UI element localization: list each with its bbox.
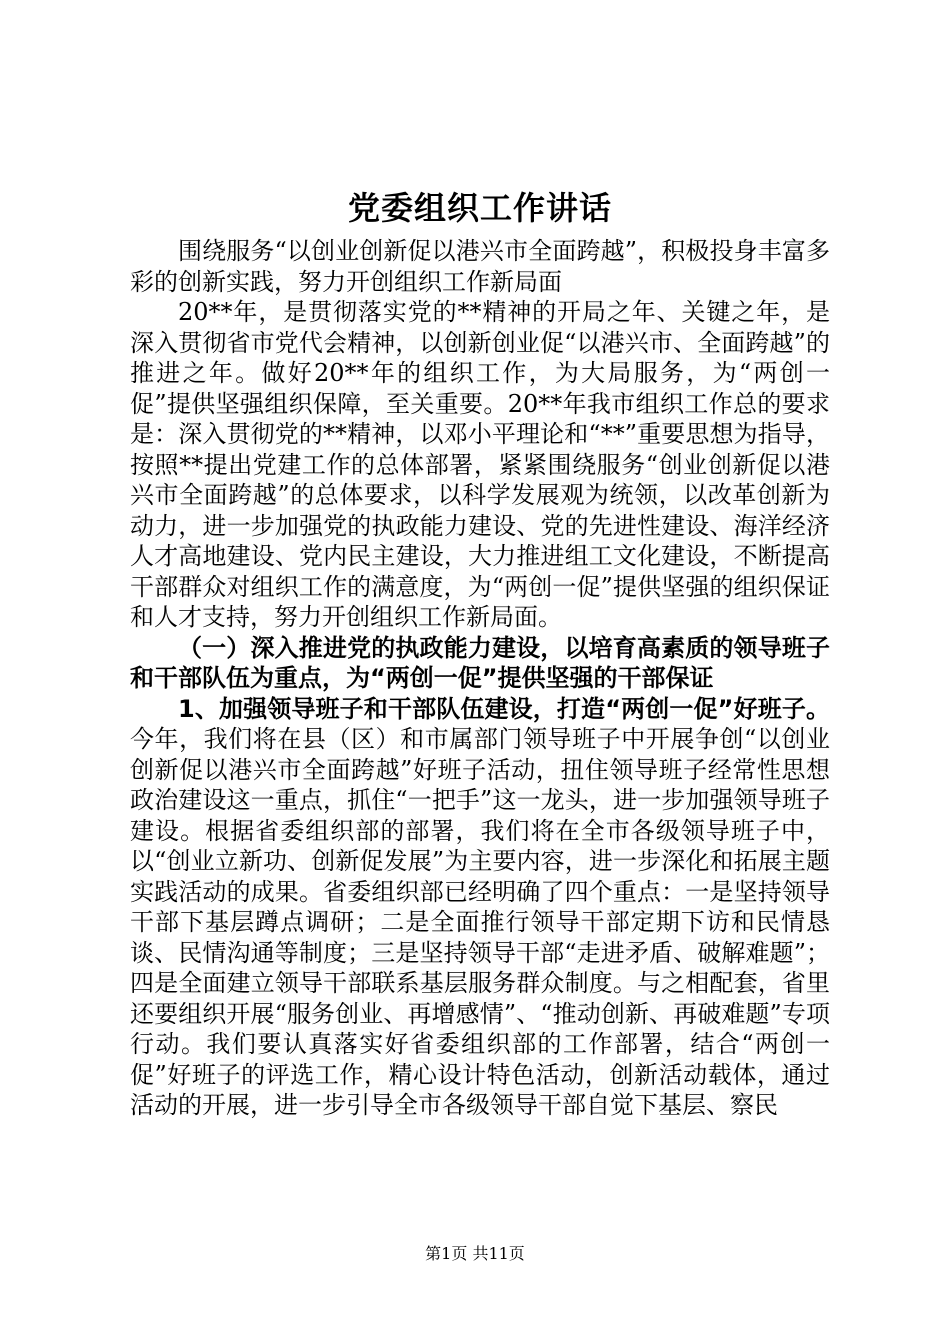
section-heading-1: （一）深入推进党的执政能力建设，以培育高素质的领导班子和干部队伍为重点，为“两创一促”提供坚强的干部保证 <box>130 633 830 692</box>
overview-paragraph: 20**年，是贯彻落实党的**精神的开局之年、关键之年，是深入贯彻省市党代会精神，以创新创业促“以港兴市、全面跨越”的推进之年。做好20**年的组织工作，为大局服务，为“两创一促”提供坚强组织保障，至关重要。20**年我市组织工作总的要求是：深入贯彻党的**精神，以邓小平理论和“**”重要思想为指导，按照**提出党建工作的总体部署，紧紧围绕服务“创业创新促以港兴市全面跨越”的总体要求，以科学发展观为统领，以改革创新为动力，进一步加强党的执政能力建设、党的先进性建设、海洋经济人才高地建设、党内民主建设，大力推进组工文化建设，不断提高干部群众对组织工作的满意度，为“两创一促”提供坚强的组织保证和人才支持，努力开创组织工作新局面。 <box>130 298 830 631</box>
document-title: 党委组织工作讲话 <box>347 189 612 227</box>
subsection-body: 今年，我们将在县（区）和市属部门领导班子中开展争创“以创业创新促以港兴市全面跨越”好班子活动，扭住领导班子经常性思想政治建设这一重点，抓住“一把手”这一龙头，进一步加强领导班子建设。根据省委组织部的部署，我们将在全市各级领导班子中，以“创业立新功、创新促发展”为主要内容，进一步深化和拓展主题实践活动的成果。省委组织部已经明确了四个重点：一是坚持领导干部下基层蹲点调研；二是全面推行领导干部定期下访和民情恳谈、民情沟通等制度；三是坚持领导干部“走进矛盾、破解难题”；四是全面建立领导干部联系基层服务群众制度。与之相配套，省里还要组织开展“服务创业、再增感情”、“推动创新、再破难题”专项行动。我们要认真落实好省委组织部的工作部署，结合“两创一促”好班子的评选工作，精心设计特色活动，创新活动载体，通过活动的开展，进一步引导全市各级领导干部自觉下基层、察民 <box>130 725 830 1119</box>
subsection-lead: 1、加强领导班子和干部队伍建设，打造“两创一促”好班子。 <box>178 694 830 723</box>
section-1-paragraph <box>130 694 830 1121</box>
document-page <box>130 184 830 1121</box>
page-footer: 第1页 共11页 <box>425 1244 525 1263</box>
intro-paragraph: 围绕服务“以创业创新促以港兴市全面跨越”，积极投身丰富多彩的创新实践，努力开创组织工作新局面 <box>130 237 830 296</box>
